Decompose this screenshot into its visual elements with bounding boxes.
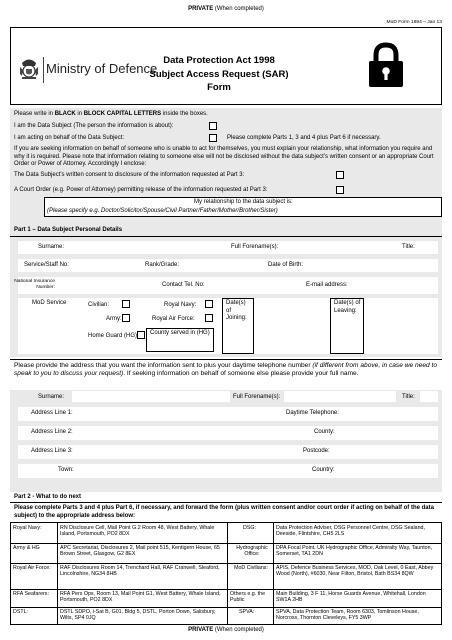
public-office-label: Others e.g. the Public [230, 591, 266, 604]
dob-label: Date of Birth: [268, 262, 304, 268]
ni-number-input[interactable] [60, 277, 130, 294]
table-divider-1 [57, 523, 58, 625]
mod-civilians-office-address: APIS, Defence Business Services, MOD, Oak Level, 0 East, Abbey Wood (North), #6030, Near Filton, Bristol, Bath BS34 8QW [276, 565, 434, 578]
ink-instruction-caps: BLOCK CAPITAL LETTERS [83, 111, 162, 117]
address-line-3-label: Address Line 3: [31, 448, 73, 454]
county-served-label: County served in (HG) [150, 330, 210, 336]
applicant-title-input[interactable] [420, 391, 438, 402]
applicant-surname-label: Surname: [38, 394, 65, 400]
table-divider-3 [273, 523, 274, 625]
footer-private-label: PRIVATE [188, 627, 214, 633]
postcode-input[interactable] [338, 445, 438, 459]
daytime-tel-input[interactable] [342, 407, 438, 421]
hydrographic-office-label: Hydrographic Office: [236, 545, 268, 558]
address-note-text-1: Please provide the address that you want the information sent to plus your daytime telephone number [14, 362, 313, 369]
public-office-address: Main Building, 3 F 11, Horse Guards Avenue, Whitehall, London SW1A 2HB [276, 591, 426, 604]
relationship-label: My relationship to the data subject is: [194, 199, 293, 205]
behalf-explanation: If you are seeking information on behalf of someone who is unable to act for themselves, you must explain your relationship, what information you require and why it is required. Please note that information relating to someone else will not be disclosed without the data subject's written consent or an appropriate Court Order or Power of Attorney. Accordingly I enclose: [14, 146, 434, 167]
behalf-label: I am acting on behalf of the Data Subject: [14, 135, 125, 141]
court-order-checkbox[interactable] [336, 186, 344, 194]
royal-navy-label: Royal Navy: [164, 302, 197, 308]
joining-date-label: Date(s) of Joining: [226, 300, 247, 321]
army-office-label: Army & HG [13, 545, 40, 551]
mod-service-label: MoD Service [32, 300, 67, 306]
relationship-hint: (Please specify e.g. Doctor/Solicitor/Spouse/Civil Partner/Father/Mother/Brother/Sister) [47, 208, 278, 214]
home-guard-checkbox[interactable] [137, 331, 145, 339]
address-note [14, 362, 440, 378]
civilian-label: Civilian: [88, 302, 110, 308]
part2-instruction: Please complete Parts 3 and 4 plus Part 6, if necessary, and forward the form (plus written consent and/or court order if acting on behalf of the data subject) to the appropriate address below: [14, 505, 434, 519]
applicant-forenames-label: Full Forename(s): [233, 394, 281, 400]
data-subject-label: I am the Data Subject (The person the information is about): [14, 123, 174, 129]
rfa-office-address: RFA Pers Ops, Room 13, Mail Point G1, West Battery, Whale Island, Portsmouth, PO2 8DX [60, 591, 221, 604]
address-line-1-label: Address Line 1: [31, 410, 73, 416]
table-rule-4 [11, 607, 442, 608]
raf-office-label: Royal Air Force: [13, 565, 51, 571]
army-checkbox[interactable] [122, 314, 130, 322]
royal-navy-office-label: Royal Navy: [13, 525, 42, 531]
leaving-date-label: Date(s) of Leaving: [334, 300, 361, 314]
address-note-rule [10, 359, 442, 360]
royal-navy-checkbox[interactable] [205, 300, 213, 308]
army-office-address: APC Secretariat, Disclosures 2, Mail point 515, Kentigern House, 65 Brown Street, Glasgow, G2 8EX [60, 545, 220, 558]
written-consent-checkbox[interactable] [336, 171, 344, 179]
ni-number-label: National Insurance Number: [14, 279, 55, 290]
data-subject-checkbox[interactable] [209, 122, 217, 130]
applicant-surname-input[interactable] [72, 391, 230, 402]
surname-input[interactable] [74, 241, 228, 254]
form-title-line3: Form [207, 82, 231, 93]
spva-office-label: SPVA: [239, 609, 255, 615]
joining-date-input[interactable] [255, 298, 315, 354]
private-header [0, 6, 452, 14]
raf-office-address: RAF Disclosures Room 14, Trenchard Hall, RAF Cranwell, Sleaford, Lincolnshire, NG34 8HB [60, 565, 220, 578]
address-note-text-3: . If seeking information on behalf of someone else please provide your full name. [123, 370, 359, 378]
contact-tel-input[interactable] [210, 277, 300, 294]
ministry-name: Ministry of Defence [46, 61, 158, 76]
table-rule-2 [11, 563, 442, 564]
ink-instruction-text-3: inside the boxes. [161, 111, 208, 117]
table-rule-3 [11, 589, 442, 590]
spva-office-address: SPVA, Data Protection Team, Room 6303, Tomlinson House, Norcross, Thornton Cleveleys, FY5 3WP [276, 609, 419, 622]
service-no-label: Service/Staff No: [24, 262, 69, 268]
court-order-label: A Court Order (e.g. Power of Attorney) permitting release of the information requested at Part 3: [14, 187, 268, 193]
address-line-2-input[interactable] [78, 426, 308, 440]
address-line-2-label: Address Line 2: [31, 429, 73, 435]
part2-heading: Part 2 - What to do next [14, 494, 82, 500]
civilian-checkbox[interactable] [122, 300, 130, 308]
private-note: (When completed) [214, 6, 264, 12]
town-input[interactable] [78, 464, 308, 478]
title-label: Title: [402, 244, 415, 250]
behalf-checkbox[interactable] [209, 134, 217, 142]
daytime-tel-label: Daytime Telephone: [286, 410, 339, 416]
contact-tel-label: Contact Tel. No: [162, 282, 205, 288]
dsg-office-address: Data Protection Adviser, DSG Personnel Centre, DSG Sealand, Deeside, Flintshire, CH5 2LS [276, 525, 425, 538]
raf-label: Royal Air Force: [152, 316, 195, 322]
private-label: PRIVATE [188, 6, 214, 12]
home-guard-label: Home Guard (HG) [88, 333, 138, 339]
dstl-office-address: DSTL SDPO, i-Sat B, G01, Bldg 5, DSTL, Porton Down, Salisbury, Wilts, SP4 0JQ [60, 609, 216, 622]
hydrographic-office-address: DPA Focal Point, UK Hydrographic Office, Admiralty Way, Taunton, Somerset, TA1 2DN [276, 545, 433, 558]
applicant-title-label: Title: [402, 394, 415, 400]
rank-label: Rank/Grade: [145, 262, 180, 268]
county-label: County: [314, 429, 335, 435]
rank-input[interactable] [182, 259, 262, 272]
dsg-office-label: DSG: [243, 525, 256, 531]
forenames-input[interactable] [283, 241, 393, 254]
ink-instruction [14, 111, 208, 119]
padlock-icon [367, 42, 405, 88]
ink-instruction-text-2: in [75, 111, 84, 117]
forenames-label: Full Forename(s): [231, 244, 279, 250]
royal-navy-office-address: RN Disclosure Cell, Mail Point G.2 Room 48, West Battery, Whale Island, Portsmouth, PO2 8DX [60, 525, 215, 538]
leaving-date-input[interactable] [365, 298, 438, 354]
country-label: Country: [312, 467, 335, 473]
logo-divider [43, 57, 44, 83]
service-no-input[interactable] [78, 259, 138, 272]
address-note-text-2: (if different from above, in case we need to speak to you to discuss your request) [14, 362, 437, 378]
army-label: Army: [106, 316, 122, 322]
table-divider-2 [227, 523, 228, 625]
written-consent-label: The Data Subject's written consent to disclosure of the information requested at Part 3: [14, 172, 245, 178]
ink-instruction-text-1: Please write in [14, 111, 55, 117]
applicant-forenames-input[interactable] [284, 391, 396, 402]
royal-crest-icon [18, 57, 40, 81]
dob-input[interactable] [310, 259, 438, 272]
rfa-office-label: RFA Seafarers: [13, 591, 49, 597]
country-input[interactable] [340, 464, 438, 478]
ink-instruction-black: BLACK [54, 111, 76, 117]
address-line-3-input[interactable] [78, 445, 298, 459]
address-table [10, 522, 442, 625]
postcode-label: Postcode: [303, 448, 330, 454]
form-reference: MoD Form 1694 – Jan 13 [386, 20, 442, 25]
private-footer [0, 627, 452, 635]
mod-civilians-office-label: MoD Civilians: [234, 565, 268, 571]
footer-private-note: (When completed) [214, 627, 264, 633]
table-rule-1 [11, 543, 442, 544]
form-title-line2: Subject Access Request (SAR) [149, 68, 289, 80]
dstl-office-label: DSTL: [13, 609, 29, 615]
form-title [144, 54, 294, 95]
county-input[interactable] [338, 426, 438, 440]
raf-checkbox[interactable] [205, 314, 213, 322]
address-line-1-input[interactable] [78, 407, 278, 421]
surname-label: Surname: [38, 244, 65, 250]
behalf-note: Please complete Parts 1, 3 and 4 plus Part 6 if necessary. [227, 135, 381, 141]
form-title-line1: Data Protection Act 1998 [163, 55, 275, 66]
part1-heading: Part 1 – Data Subject Personal Details [14, 227, 123, 233]
email-label: E-mail address: [306, 282, 348, 288]
town-label: Town: [58, 467, 74, 473]
part2-rule [10, 502, 442, 503]
